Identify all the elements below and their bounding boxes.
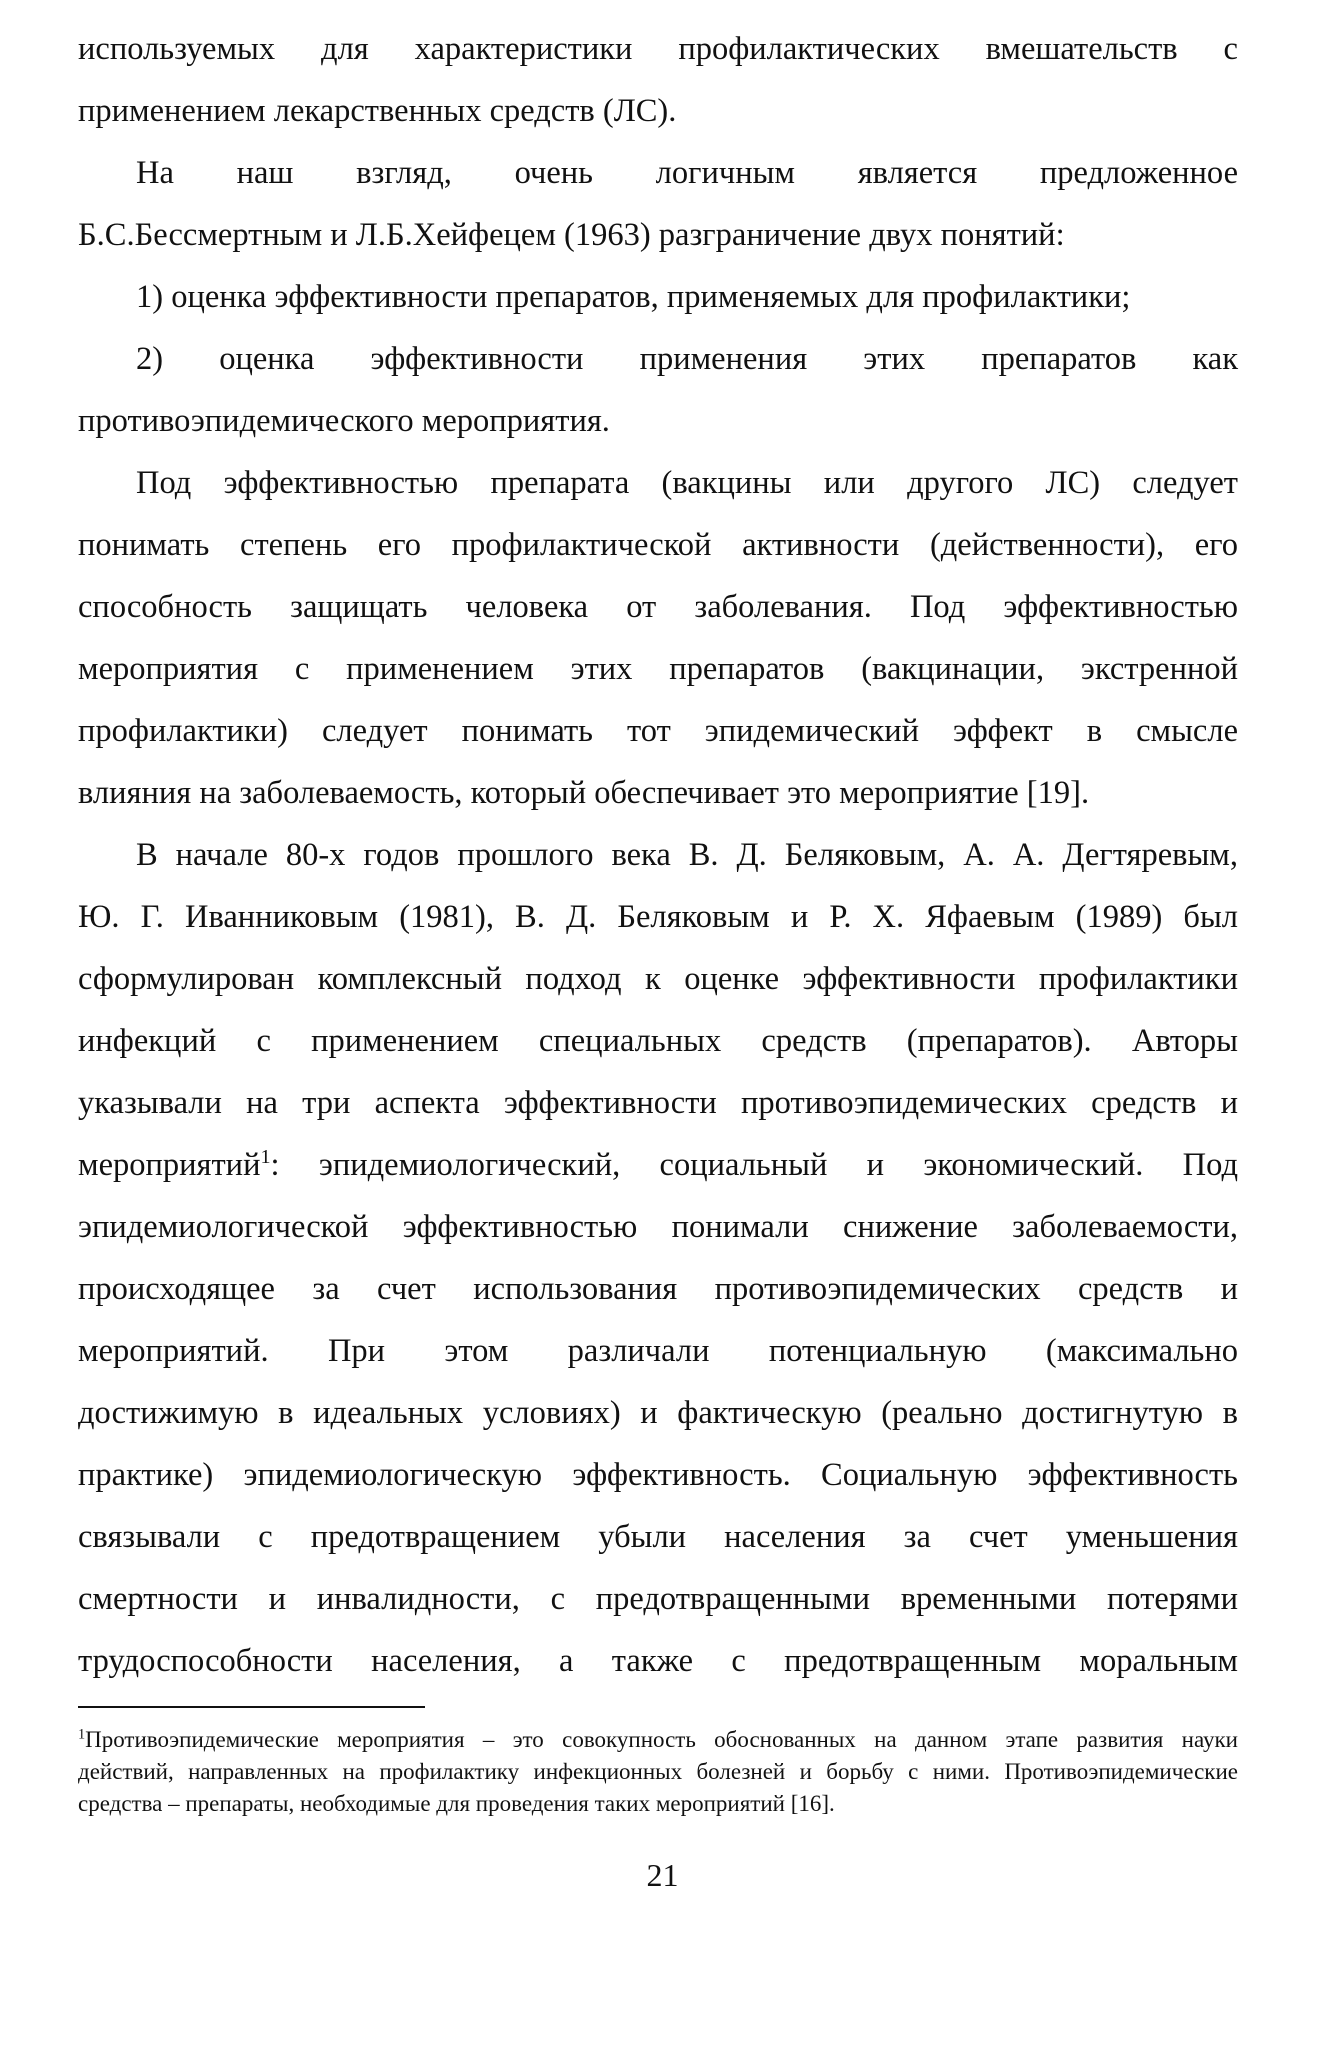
text-line <box>78 762 1238 824</box>
line-text: сформулирован комплексный подход к оценке эффективности профилактики <box>78 961 1238 997</box>
text-line <box>78 1506 1238 1568</box>
text-line <box>78 80 1238 142</box>
text-line <box>78 1630 1238 1692</box>
text-line <box>78 576 1238 638</box>
footnote-marker: 1 <box>78 1726 86 1743</box>
text-line <box>78 266 1238 328</box>
footnote <box>78 1724 1238 1820</box>
line-text: трудоспособности населения, а также с предотвращенным моральным <box>78 1643 1238 1679</box>
line-text: применением лекарственных средств (ЛС). <box>78 93 677 129</box>
line-text: противоэпидемического мероприятия. <box>78 403 610 439</box>
text-line <box>78 1444 1238 1506</box>
footnote-line <box>78 1756 1238 1788</box>
line-text: профилактики) следует понимать тот эпидемический эффект в смысле <box>78 713 1238 749</box>
text-line <box>78 1010 1238 1072</box>
line-text: эпидемиологической эффективностью понимали снижение заболеваемости, <box>78 1209 1238 1245</box>
text-line <box>78 1134 1238 1196</box>
line-text: На наш взгляд, очень логичным является предложенное <box>136 155 1238 191</box>
text-line <box>78 514 1238 576</box>
text-line <box>78 948 1238 1010</box>
line-text: происходящее за счет использования противоэпидемических средств и <box>78 1271 1238 1307</box>
footnote-text: средства – препараты, необходимые для проведения таких мероприятий [16]. <box>78 1791 835 1816</box>
text-line <box>78 886 1238 948</box>
line-text: мероприятий <box>78 1147 261 1183</box>
footnote-line <box>78 1788 1238 1820</box>
text-line <box>78 1258 1238 1320</box>
text-line <box>78 700 1238 762</box>
line-text: практике) эпидемиологическую эффективность. Социальную эффективность <box>78 1457 1238 1493</box>
line-text-continued: : эпидемиологический, социальный и экономический. Под <box>270 1147 1238 1183</box>
line-text: Ю. Г. Иванниковым (1981), В. Д. Беляковым и Р. Х. Яфаевым (1989) был <box>78 899 1238 935</box>
text-line <box>78 1072 1238 1134</box>
line-text: понимать степень его профилактической активности (действенности), его <box>78 527 1238 563</box>
line-text: Б.С.Бессмертным и Л.Б.Хейфецем (1963) разграничение двух понятий: <box>78 217 1065 253</box>
line-text: достижимую в идеальных условиях) и фактическую (реально достигнутую в <box>78 1395 1238 1431</box>
page-number: 21 <box>646 1857 679 1893</box>
line-text: используемых для характеристики профилактических вмешательств с <box>78 31 1238 67</box>
line-text: 1) оценка эффективности препаратов, применяемых для профилактики; <box>136 279 1131 315</box>
text-line <box>78 452 1238 514</box>
line-text: мероприятий. При этом различали потенциальную (максимально <box>78 1333 1238 1369</box>
footnote-text: действий, направленных на профилактику инфекционных болезней и борьбу с ними. Противоэпидемические <box>78 1759 1238 1784</box>
body-text <box>78 18 1238 1692</box>
line-text: 2) оценка эффективности применения этих препаратов как <box>136 341 1238 377</box>
text-line <box>78 204 1238 266</box>
text-line <box>78 328 1238 390</box>
line-text: инфекций с применением специальных средств (препаратов). Авторы <box>78 1023 1238 1059</box>
text-line <box>78 18 1238 80</box>
line-text: мероприятия с применением этих препаратов (вакцинации, экстренной <box>78 651 1238 687</box>
text-line <box>78 390 1238 452</box>
line-text: связывали с предотвращением убыли населения за счет уменьшения <box>78 1519 1238 1555</box>
text-line <box>78 638 1238 700</box>
line-text: смертности и инвалидности, с предотвращенными временными потерями <box>78 1581 1238 1617</box>
footnote-text: Противоэпидемические мероприятия – это совокупность обоснованных на данном этапе развития науки <box>85 1727 1238 1752</box>
text-line <box>78 1382 1238 1444</box>
text-line <box>78 1196 1238 1258</box>
line-text: Под эффективностью препарата (вакцины или другого ЛС) следует <box>136 465 1238 501</box>
text-line <box>78 1320 1238 1382</box>
footnote-separator <box>78 1706 425 1708</box>
footnote-line <box>78 1724 1238 1756</box>
text-line <box>78 142 1238 204</box>
line-text: указывали на три аспекта эффективности противоэпидемических средств и <box>78 1085 1238 1121</box>
line-text: В начале 80-х годов прошлого века В. Д. Беляковым, А. А. Дегтяревым, <box>136 837 1238 873</box>
footnote-reference: 1 <box>260 1146 271 1169</box>
text-line <box>78 1568 1238 1630</box>
line-text: способность защищать человека от заболевания. Под эффективностью <box>78 589 1238 625</box>
line-text: влияния на заболеваемость, который обеспечивает это мероприятие [19]. <box>78 775 1090 811</box>
text-line <box>78 824 1238 886</box>
